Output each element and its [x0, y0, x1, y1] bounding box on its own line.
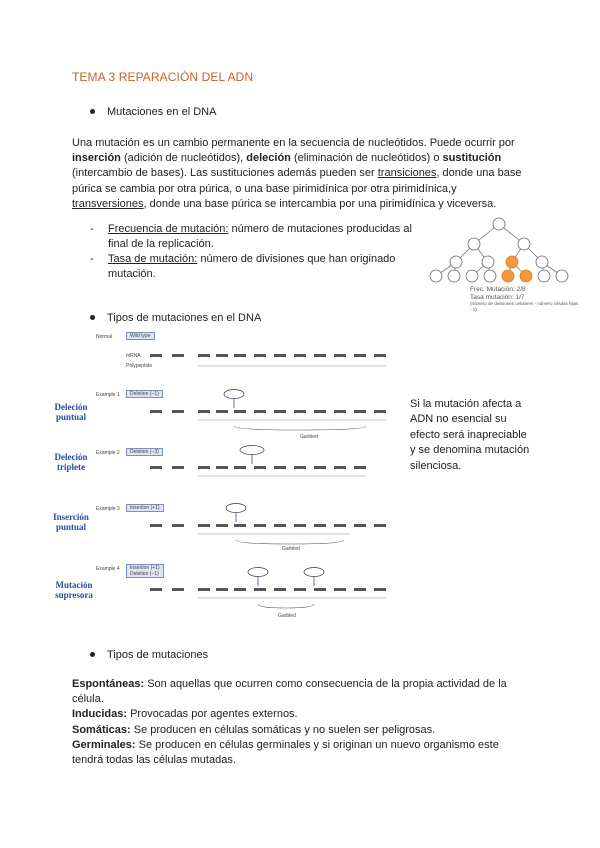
label-delecion-puntual: Deleción puntual: [54, 402, 88, 422]
label-mutacion-supresora: Mutación supresora: [55, 580, 93, 600]
intro-paragraph: Una mutación es un cambio permanente en la secuencia de nucleótidos. Puede ocurrir por inserción (adición de nucleótidos), deleción (eliminación de nucleótidos) o sustitución (intercambio de bases). Las sustituciones además pueden ser transiciones, donde una base púrica se cambia por otra púrica, o una base pirimidínica por otra pirimidínica,y transversiones, donde una base púrica se intercambia por una pirimidínica y viceversa.: [72, 137, 522, 210]
definition-list: [90, 222, 420, 282]
cell-node: [538, 270, 550, 282]
sequence-row: [150, 444, 400, 484]
cell-node: [466, 270, 478, 282]
label-insercion-puntual: Inserción puntual: [53, 512, 89, 532]
cell-node: [482, 256, 494, 268]
cell-node: [468, 238, 480, 250]
bullet-tipos-mutaciones-dna: Tipos de mutaciones en el DNA: [90, 312, 261, 324]
cell-node: [518, 238, 530, 250]
sequence-row: [150, 388, 400, 438]
mutated-cell-node: [520, 270, 532, 282]
mutation-types-list: [72, 677, 532, 768]
type-item: Germinales: Se producen en células germinales y si originan un nuevo organismo este tendrá todas las células mutadas.: [72, 738, 499, 767]
type-item: Inducidas: Provocadas por agentes externos.: [72, 708, 298, 721]
sequence-row: [150, 350, 400, 372]
cell-node: [484, 270, 496, 282]
tree-caption: Frec. Mutación: 2/8 Tasa mutación: 1/7 (número de divisiones celulares - número células hijas - 1): [470, 286, 579, 312]
mutation-diagram: Normal Wild type mRNA Polypeptide Deleción puntual Example 1 Deletion (−1) Garbled Deleción triplete Example 2 Deletion (−3) Inserción puntual Example 3 Insertion (+1) Garbled Mutación supresora Example 4 Insertion (+1) Deletion (−1) Garbled: [50, 330, 405, 622]
label-delecion-triplete: Deleción triplete: [54, 452, 88, 472]
sequence-row: [150, 500, 410, 556]
wildtype-tag: Wild type: [126, 332, 155, 340]
bullet-mutaciones-dna: Mutaciones en el DNA: [90, 106, 216, 118]
cell-node: [430, 270, 442, 282]
bullet-dot: [90, 109, 95, 114]
bullet-dot: [90, 315, 95, 320]
definition-item: - Frecuencia de mutación: número de mutaciones producidas al final de la replicación.: [90, 223, 412, 250]
side-note: Si la mutación afecta a ADN no esencial su efecto será inapreciable y se denomina mutación silenciosa.: [410, 398, 530, 472]
definition-item: - Tasa de mutación: número de divisiones que han originado mutación.: [90, 253, 396, 280]
cell-node: [448, 270, 460, 282]
page-title: TEMA 3 REPARACIÓN DEL ADN: [72, 70, 254, 84]
cell-node: [493, 218, 505, 230]
type-item: Espontáneas: Son aquellas que ocurren como consecuencia de la propia actividad de la célula.: [72, 678, 507, 706]
cell-node: [556, 270, 568, 282]
cell-node: [450, 256, 462, 268]
mutated-cell-node: [506, 256, 518, 268]
cell-node: [536, 256, 548, 268]
mutated-cell-node: [502, 270, 514, 282]
bullet-tipos-mutaciones: Tipos de mutaciones: [90, 649, 208, 661]
type-item: Somáticas: Se producen en células somáticas y no suelen ser peligrosas.: [72, 723, 436, 736]
bullet-dot: [90, 652, 95, 657]
cell-division-tree: [424, 216, 574, 286]
